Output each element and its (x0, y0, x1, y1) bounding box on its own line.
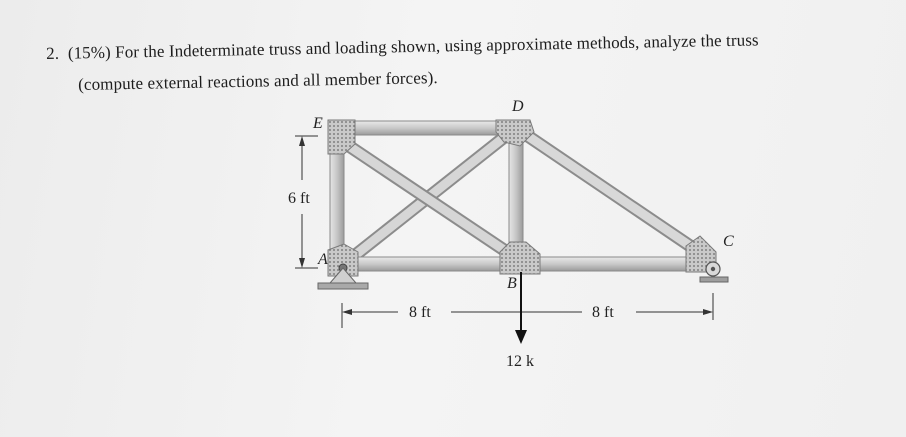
load-label: 12 k (506, 353, 534, 370)
member-ED (336, 121, 516, 135)
span-left-label: 8 ft (409, 304, 431, 321)
joint-label-E: E (313, 115, 323, 132)
span-right-label: 8 ft (592, 304, 614, 321)
span-dimension (342, 293, 713, 328)
problem-number: 2. (46, 43, 60, 63)
height-dimension-label: 6 ft (288, 190, 310, 207)
joint-label-C: C (723, 233, 734, 250)
gusset-B (500, 242, 540, 274)
load-arrow-icon (515, 272, 527, 344)
joint-label-A: A (318, 251, 328, 268)
joint-label-D: D (512, 98, 524, 115)
problem-text-1: (15%) For the Indeterminate truss and loading shown, using approximate methods, analyze the truss (67, 30, 759, 63)
problem-text-2: (compute external reactions and all member forces). (78, 68, 438, 94)
member-DC (516, 128, 702, 254)
joint-label-B: B (507, 275, 517, 292)
